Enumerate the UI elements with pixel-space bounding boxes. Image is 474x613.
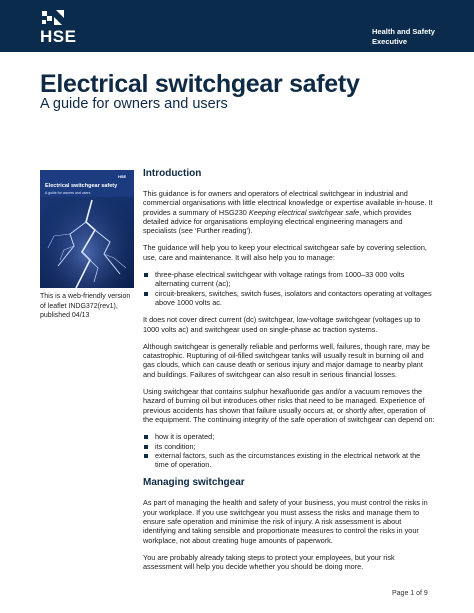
list-item-text: three-phase electrical switchgear with voltage ratings from 1000–33 000 volts alternating current (ac); <box>155 270 405 289</box>
intro-p1-text: This guidance is for owners and operators of electrical switchgear in industrial and commercial organisations with little electrical knowledge or expertise available in-house. It provides a summary of HSG230 <box>143 189 433 217</box>
cover-subtitle: A guide for owners and users <box>45 191 91 195</box>
list-item-text: circuit-breakers, switches, switch fuses, isolators and contactors operating at voltages above 1000 volts ac. <box>155 288 432 307</box>
hsg230-title: Keeping electrical switchgear safe <box>248 207 360 217</box>
list-item-text: how it is operated; <box>155 432 215 442</box>
list-item <box>143 451 435 470</box>
organisation-name <box>372 27 462 47</box>
list-item <box>143 432 435 441</box>
managing-paragraph-1: As part of managing the health and safety of your business, you must control the risks in your workplace. If you use switchgear you must assess the risks and manage them to ensure safe operation and minimise the risk of injury. A risk assessment is about identifying and taking sensible and proportionate measures to control the risks in your workplace, not about creating huge amounts of paperwork. <box>143 498 428 545</box>
list-item <box>143 442 435 451</box>
org-name-line2: Executive <box>372 37 408 46</box>
list-item <box>143 270 435 289</box>
hse-crown-icon <box>40 8 68 26</box>
intro-p1-end: , which provides detailed advice for organisations employing electrical engineering managers and specialists (see ‘Further reading’). <box>143 207 412 236</box>
managing-heading: Managing switchgear <box>143 477 245 489</box>
list-item-text: external factors, such as the circumstances existing in the electrical network at the time of operation. <box>155 450 421 470</box>
version-caption: This is a web-friendly version of leaflet INDG372(rev1), published 04/13 <box>40 293 131 319</box>
page-title: Electrical switchgear safety <box>40 70 360 98</box>
voltage-list <box>143 270 435 307</box>
list-item <box>143 289 435 308</box>
leaflet-cover-image <box>40 170 134 288</box>
page-subtitle: A guide for owners and users <box>40 96 228 112</box>
square-bullet-icon <box>144 454 148 458</box>
intro-paragraph-5: Using switchgear that contains sulphur hexafluoride gas and/or a vacuum removes the hazard of burning oil but introduces other risks that need to be managed. Experience of previous accidents has shown that failure usually occurs at, or shortly after, operation of the equipment. The continuing integrity of the safe operation of switchgear can depend on: <box>143 387 435 424</box>
page-number: Page 1 of 9 <box>392 590 428 597</box>
integrity-list <box>143 432 435 469</box>
square-bullet-icon <box>144 273 148 277</box>
cover-logo: HSE <box>118 174 127 179</box>
managing-paragraph-2: You are probably already taking steps to protect your employees, but your risk assessment will help you decide whether you should be doing more. <box>143 552 395 572</box>
square-bullet-icon <box>144 445 148 449</box>
intro-paragraph-3: It does not cover direct current (dc) switchgear, low-voltage switchgear (voltages up to 1000 volts ac) and switchgear used on single-phase ac traction systems. <box>143 315 421 334</box>
intro-paragraph-2: The guidance will help you to keep your electrical switchgear safe by covering selection, use, care and maintenance. It will also help you to manage: <box>143 243 427 262</box>
square-bullet-icon <box>144 435 148 439</box>
square-bullet-icon <box>144 292 148 296</box>
intro-paragraph-1 <box>143 189 435 235</box>
cover-title: Electrical switchgear safety <box>45 183 118 189</box>
logo-text: HSE <box>40 27 77 46</box>
intro-heading: Introduction <box>143 168 202 179</box>
intro-paragraph-4: Although switchgear is generally reliable and performs well, failures, though rare, may be catastrophic. Rupturing of oil-filled switchgear tanks will usually result in burning oil and gas clouds, which can cause death or serious injury and major damage to nearby plant and buildings. Failures of switchgear can also result in serious financial losses. <box>143 341 430 379</box>
main-content <box>143 168 435 580</box>
header-bar <box>0 0 474 52</box>
list-item-text: its condition; <box>155 441 196 451</box>
org-name-line1: Health and Safety <box>372 27 435 36</box>
